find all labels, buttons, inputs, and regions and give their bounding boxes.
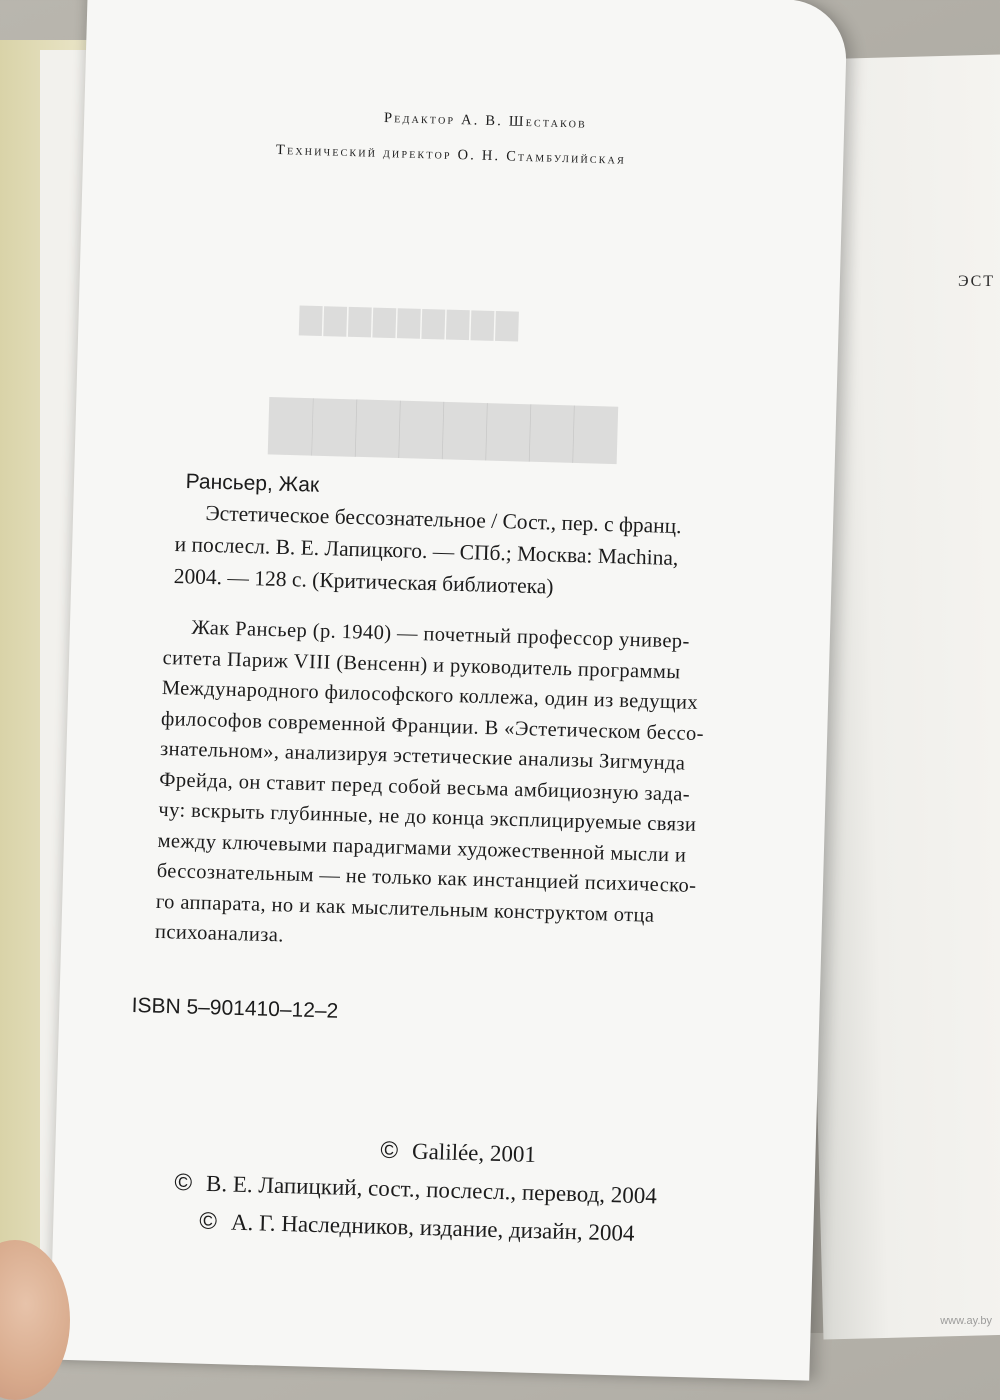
annotation-line: между ключевыми парадигмами художественной мысли и [157,829,687,867]
technical-director-credit: Технический директор О. Н. Стамбулийская [275,142,627,168]
copyright-icon: © [198,1207,218,1236]
annotation-line: Жак Рансьер (р. 1940) — почетный профессор универ- [191,616,691,653]
isbn: ISBN 5–901410–12–2 [131,994,339,1023]
annotation-line: чу: вскрыть глубинные, не до конца эксплицируемые связи [158,798,697,836]
show-through-title: ▇▇▇▇▇▇▇▇ [269,392,619,462]
watermark: www.ay.by [940,1315,992,1327]
biblio-line: Эстетическое бессознательное / Сост., пер. с франц. [205,500,682,539]
bibliographic-description [173,496,815,610]
copyright-text: В. Е. Лапицкий, сост., послесл., перевод, 2004 [205,1170,658,1209]
biblio-line: 2004. — 128 с. (Критическая библиотека) [173,563,554,599]
annotation-line: Международного философского коллежа, один из ведущих [161,676,699,714]
editor-credit: Редактор А. В. Шестаков [383,110,588,132]
annotation-line: Фрейда, он ставит перед собой весьма амбициозную зада- [159,768,691,806]
annotation-line: ситета Париж VIII (Венсенн) и руководитель программы [162,646,681,683]
copyright-text: Galilée, 2001 [411,1138,537,1168]
copyright-icon: © [174,1168,193,1197]
biblio-line: и послесл. В. Е. Лапицкого. — СПб.; Москва: Machina, [174,531,679,571]
copyright-notices [173,1126,659,1253]
annotation-line: го аппарата, но и как мыслительным конструктом отца [155,890,655,927]
show-through-text: ▇▇▇▇▇▇▇▇▇ [299,302,522,341]
right-page-text-fragment: ЭСТ [958,273,996,290]
annotation-line: психоанализа. [154,920,285,947]
copyright-icon: © [380,1136,399,1165]
annotation [155,612,834,966]
annotation-line: бессознательным — не только как инстанцией психическо- [156,859,697,897]
annotation-line: знательном», анализируя эстетические анализы Зигмунда [159,737,686,775]
copyright-text: А. Г. Наследников, издание, дизайн, 2004 [230,1209,635,1246]
author-heading: Рансьер, Жак [185,470,320,497]
annotation-line: философов современной Франции. В «Эстетическом бессо- [160,707,705,745]
